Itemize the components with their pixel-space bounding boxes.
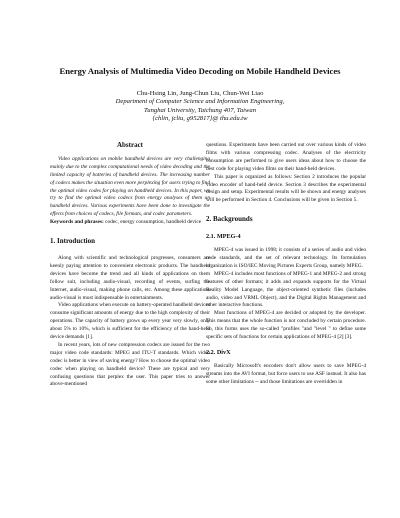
paper-title: Energy Analysis of Multimedia Video Decoding on Mobile Handheld Devices [59, 66, 341, 76]
intro-paragraph-2: Video applications when execute on battery-operated handheld devices consume significant amounts of energy due to the high complexity of their operations. The capacity of battery grows up every year very slowly, only about 5% to 10%, which is sufficient for the efficiency of the hand-held device demands [1]. [50, 302, 210, 341]
section-heading-introduction: 1. Introduction [50, 237, 95, 246]
organization-paragraph: This paper is organized as follows: Section 2 introduces the popular video encoder of hand-held device. Section 3 describes the experimental design and setup. Experimental results will be shown and energy analyses will be performed in Section 4. Conclusions will be given in Section 5. [206, 173, 366, 204]
divx-paragraph-1: Basically Microsoft's encoders don't allow users to save MPEG-4 streams into the AVI format, but force users to use ASF instead. It also has some other limitations -- and those limitations are overridden in [206, 362, 366, 385]
mpeg4-paragraph-2: MPEG-4 includes most functions of MPEG-1 and MPEG-2 and strong features of other formats; it adds and expands supports for the Virtual Reality Model Language, the object-oriented synthetic files (includes audio, video and VRML Object), and the Digital Rights Management and other interactive functions. [206, 270, 366, 309]
abstract-text: Video applications on mobile handheld devices are very challenging mainly due to the complex computational needs of video decoding and the limited capacity of batteries of handheld devices. The increasing number of codecs makes the situation even more perplexing for users trying to find the optimal video codes for playing on handheld devices. In this paper, we try to find the optimal video codecs from energy analyses of them on handheld devices. Various experiments have been done to investigate the effects from choices of codecs, file formats, and codec parameters. [50, 155, 210, 218]
subsection-heading-mpeg4: 2.1. MPEG-4 [206, 233, 241, 241]
left-column [50, 142, 210, 389]
keywords-text: codec, energy consumption, handheld device [103, 219, 202, 226]
subsection-heading-divx: 2.2. DivX [206, 348, 231, 356]
affiliation-university: Tunghai University, Taichung 407, Taiwan [144, 106, 256, 114]
mpeg4-paragraph-3: Most functions of MPEG-4 are decided or adopted by the developer. This means that the whole function is not concluded by certain procedure. So, this forms uses the so-called "profiles "and "level " to define some specific sets of functions for certain applications of MPEG-4 [2] [3]. [206, 310, 366, 341]
intro-paragraph-3: In recent years, lots of new compression codecs are issued for the two major video code standards: MPEG and ITU-T standards. Which video codec is better in view of saving energy? How to choose the optimal video codec when playing on handheld device? These are typical and very confusing questions that perplex the user. This paper tries to answer above-mentioned [50, 341, 210, 388]
author-names: Chu-Hsing Lin, Jung-Chun Liu, Chun-Wei Liao [136, 90, 264, 97]
keywords [50, 219, 210, 227]
abstract-heading: Abstract [116, 141, 144, 149]
affiliation-department: Department of Computer Science and Information Engineering, [115, 98, 285, 106]
mpeg4-paragraph-1: MPEG-4 was issued in 1998; it consists of a series of audio and video code standards, and the set of relevant technology. Its formulation organization is ISO/IEC Moving Pictures Experts Group, namely MPEG. [206, 247, 366, 269]
intro-paragraph-continued: questions. Experiments have been carried out over various kinds of video films with various compressing codec. Analyses of the electricity consumption are performed to give users ideas about how to choose the best code for playing video films on their hand-held devices. [206, 142, 366, 172]
right-column [206, 142, 366, 387]
keywords-label: Keywords and phrases: [50, 219, 104, 226]
author-emails: {chlin, jcliu, g952817}@ thu.edu.tw [152, 115, 248, 123]
author-block [0, 90, 400, 124]
intro-paragraph-1: Along with scientific and technological progresses, consumers are keenly paying attention to convenient electronic products. The handheld devices have become the trend and all kinds of applications on them follow suit, including audio-visual, recording of events, surfing the Internet, audio-visual, making phone calls, etc. Among these applications audio-visual is most indispensable in entertainments. [50, 254, 210, 301]
section-heading-backgrounds: 2. Backgrounds [206, 215, 253, 224]
